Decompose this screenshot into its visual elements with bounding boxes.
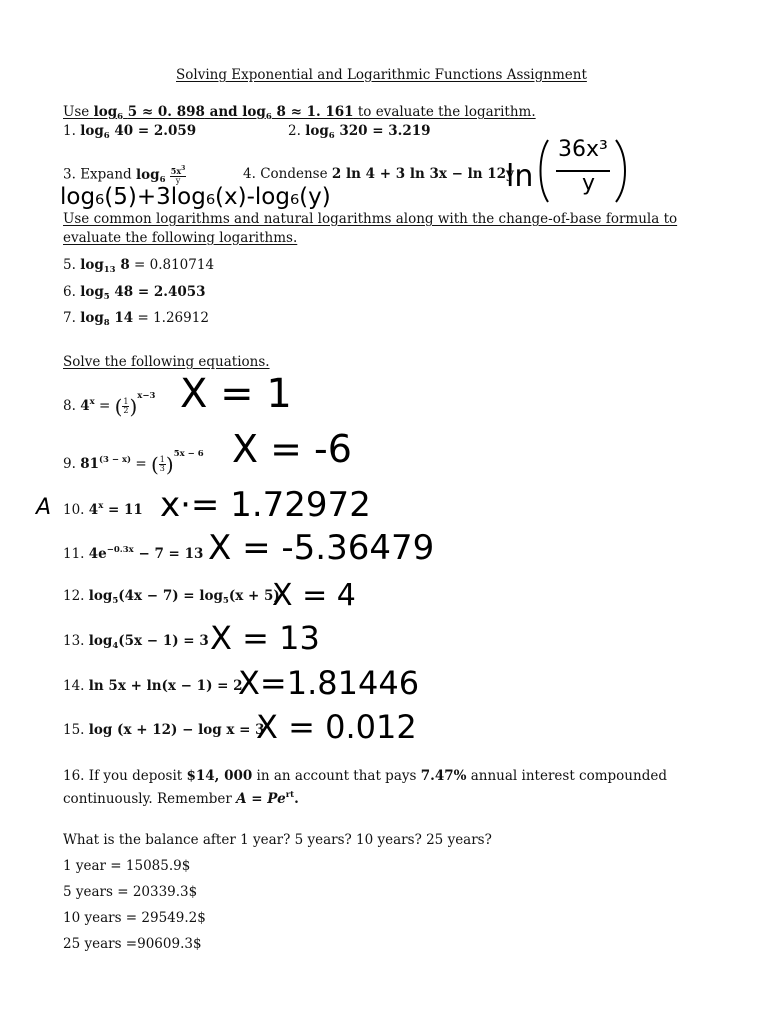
exponent: x−3	[137, 391, 156, 401]
equals-sign: =	[131, 456, 151, 472]
problem-number: 16.	[63, 768, 85, 784]
log-argument: 320	[339, 123, 368, 139]
problem-number: 14.	[63, 678, 85, 694]
exponent: (3 − x)	[98, 455, 132, 465]
base-number: 81	[80, 456, 99, 472]
handwritten-answer-8: X = 1	[180, 371, 292, 417]
instruction-prefix: Use	[63, 104, 94, 120]
log-base: 6	[159, 174, 166, 185]
problem-number: 9.	[63, 456, 76, 472]
log-word: log	[242, 104, 266, 120]
instruction-solve: Solve the following equations.	[63, 354, 270, 370]
problem-8: 8. $4^x$ = ( $\frac{1}{2}$ )$^{x-3}$	[63, 391, 156, 419]
instruction-change-of-base-line1: Use common logarithms and natural logarithms along with the change-of-base formula to	[63, 211, 678, 227]
problem-number: 5.	[63, 257, 76, 273]
log-base: 5	[222, 596, 229, 606]
answer-text: = 3.219	[372, 123, 431, 139]
handwritten-answer-12: X = 4	[272, 578, 356, 613]
problem-14	[63, 677, 243, 695]
problem-16-question: What is the balance after 1 year? 5 years? 10 years? 25 years?	[63, 832, 492, 848]
fraction-denominator: y	[175, 176, 181, 185]
problem-text: annual interest compounded	[466, 768, 667, 784]
log-word: log	[88, 588, 113, 604]
expression-part: 4e	[88, 546, 107, 562]
exponent: rt	[285, 790, 295, 800]
handwritten-answer-4-prefix: ln	[506, 159, 534, 194]
answer-text: = 2.4053	[137, 284, 206, 300]
problem-number: 11.	[63, 546, 85, 562]
formula: A = Pe	[236, 791, 286, 807]
problem-text: If you deposit	[84, 768, 187, 784]
problem-number: 4.	[243, 166, 256, 182]
problem-number: 1.	[63, 123, 76, 139]
problem-11	[63, 541, 203, 563]
fraction-numerator: 5x	[170, 166, 182, 176]
problem-2	[288, 122, 431, 145]
log-word: log	[80, 310, 104, 326]
problem-7	[63, 309, 209, 332]
fraction	[170, 165, 187, 185]
interest-rate: 7.47%	[420, 768, 467, 784]
problem-number: 7.	[63, 310, 76, 326]
balance-answer: 1 year = 15085.9$	[63, 858, 191, 874]
fraction-denominator: 3	[159, 464, 165, 473]
problem-16-line1	[63, 767, 667, 785]
handwritten-answer-11: X = -5.36479	[208, 528, 435, 568]
handwritten-numerator: 36x³	[558, 137, 608, 162]
problem-number: 15.	[63, 722, 85, 738]
log-argument: (x + 5)	[228, 588, 280, 604]
fraction-numerator: 1	[123, 397, 129, 406]
fraction-denominator: 2	[123, 406, 129, 415]
base-number: 4	[88, 502, 99, 518]
base-number: 4	[80, 398, 90, 414]
problem-number: 3.	[63, 166, 76, 183]
problem-expression: 2 ln 4 + 3 ln 3x − ln 12y	[331, 166, 514, 182]
handwritten-answer-3: log₆(5)+3log₆(x)-log₆(y)	[60, 184, 331, 210]
problem-text: in an account that pays	[252, 768, 421, 784]
instruction-change-of-base-line2: evaluate the following logarithms.	[63, 230, 298, 246]
exponent: x	[98, 501, 104, 511]
exponent: 3	[181, 165, 186, 172]
handwritten-answer-14: X=1.81446	[238, 664, 420, 702]
problem-number: 10.	[63, 502, 85, 518]
equation-rhs: = 11	[103, 502, 143, 518]
problem-expression: log (x + 12) − log x = 3	[88, 722, 265, 738]
problem-6	[63, 283, 206, 306]
log-word: log	[199, 588, 223, 604]
fraction-numerator: 1	[159, 455, 165, 464]
handwritten-answer-10: x·= 1.72972	[160, 485, 371, 525]
log-argument: 48	[114, 284, 134, 300]
balance-answer: 25 years =90609.3$	[63, 936, 202, 952]
log-argument: 40	[114, 123, 134, 139]
problem-text: continuously. Remember	[63, 791, 237, 807]
log-base: 8	[103, 318, 110, 328]
log-word: log	[305, 123, 329, 139]
problem-number: 8.	[63, 398, 76, 414]
problem-4	[243, 165, 514, 183]
problem-5	[63, 256, 214, 279]
log-word: log	[88, 633, 113, 649]
deposit-amount: $14, 000	[186, 768, 253, 784]
log-base: 6	[328, 131, 335, 141]
handwritten-answer-13: X = 13	[210, 619, 320, 657]
problem-13	[63, 632, 209, 655]
balance-answer: 10 years = 29549.2$	[63, 910, 206, 926]
problem-expression: ln 5x + ln(x − 1) = 2	[88, 678, 243, 694]
margin-mark: A	[36, 495, 52, 520]
log-argument: 8	[120, 257, 130, 273]
log-word: log	[135, 166, 160, 183]
problem-1	[63, 122, 196, 145]
log-base: 4	[112, 641, 119, 651]
problem-9: 9. $81^{(3 - x)}$ = ( $\frac{1}{3}$ )$^{5x - 6}$	[63, 449, 204, 477]
period: .	[294, 791, 299, 807]
problem-label: Condense	[260, 166, 328, 182]
fraction	[159, 456, 166, 473]
log-base: 6	[103, 131, 110, 141]
log-word: log	[80, 123, 104, 139]
and-word: and	[204, 104, 243, 120]
log-base: 13	[103, 265, 116, 275]
instruction-suffix: to evaluate the logarithm.	[353, 104, 536, 120]
answer-text: = 2.059	[137, 123, 197, 139]
problem-15	[63, 721, 265, 739]
answer-text: = 1.26912	[137, 310, 209, 326]
answer-text: = 0.810714	[134, 257, 215, 273]
log-argument: (4x − 7) =	[118, 588, 200, 604]
log-base: 5	[112, 596, 119, 606]
handwritten-answer-9: X = -6	[232, 427, 352, 471]
handwritten-denominator: y	[582, 171, 596, 196]
worksheet-title: Solving Exponential and Logarithmic Functions Assignment	[176, 67, 587, 83]
exponent: 5x − 6	[173, 449, 204, 459]
exponent: x	[89, 397, 95, 407]
equals-sign: =	[94, 398, 115, 414]
problem-number: 13.	[63, 633, 85, 649]
problem-label: Expand	[80, 166, 132, 183]
problem-10	[63, 497, 143, 519]
log-base: 5	[103, 292, 110, 302]
instruction-given-values: Use $\log_6 5 \approx 0$. 898 and $\log_6 8 \approx 1$. 161 to evaluate the logarithm.	[63, 104, 536, 122]
log-argument: (5x − 1) = 3	[118, 633, 209, 649]
problem-number: 2.	[288, 123, 301, 139]
problem-12	[63, 587, 280, 610]
given-value-1: 5 ≈ 0. 898	[127, 104, 205, 120]
balance-answer: 5 years = 20339.3$	[63, 884, 198, 900]
problem-number: 12.	[63, 588, 85, 604]
log-argument: 14	[114, 310, 134, 326]
expression-part: − 7 = 13	[133, 546, 204, 562]
problem-16-line2	[63, 786, 299, 808]
given-value-2: 8 ≈ 1. 161	[276, 104, 354, 120]
log-word: log	[80, 257, 104, 273]
problem-number: 6.	[63, 284, 76, 300]
log-word: log	[93, 104, 118, 120]
handwritten-answer-15: X = 0.012	[256, 708, 417, 746]
exponent: −0.3x	[106, 545, 134, 555]
log-word: log	[80, 284, 104, 300]
